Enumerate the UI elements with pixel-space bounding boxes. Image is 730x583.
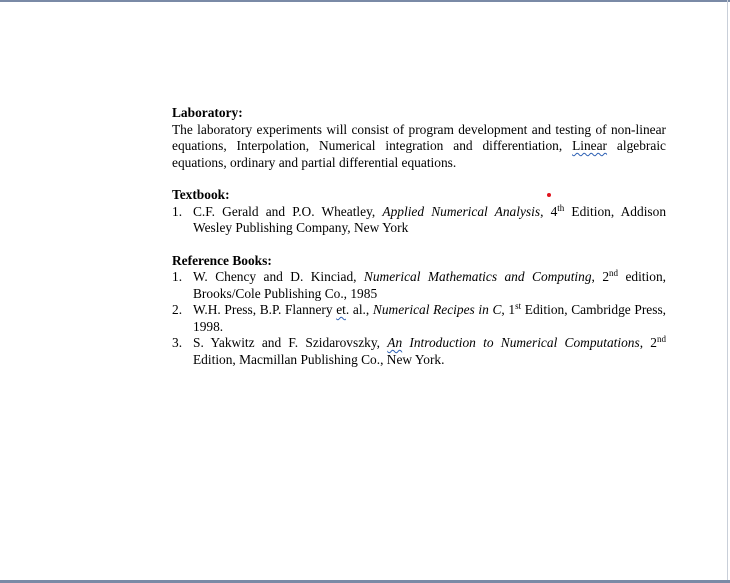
- item-edition-post: edition, Brooks/Cole Publishing Co., 1985: [193, 269, 666, 301]
- item-number: 1.: [172, 269, 183, 284]
- item-edition-sup: nd: [609, 268, 619, 278]
- reference-section: [172, 253, 666, 369]
- item-edition-post: Edition, Cambridge Press, 1998.: [193, 302, 667, 334]
- item-title: Applied Numerical Analysis: [382, 203, 541, 219]
- item-authors-pre: W.H. Press, B.P. Flannery: [193, 302, 337, 317]
- item-title: Numerical Mathematics and Computing: [363, 269, 592, 284]
- item-edition-post: Edition, Macmillan Publishing Co., New York.: [193, 351, 445, 367]
- reference-list: [172, 269, 666, 368]
- item-edition-pre: , 2: [639, 335, 657, 350]
- item-edition-sup: th: [557, 202, 565, 213]
- spelling-flag-et[interactable]: et: [336, 302, 346, 317]
- item-authors-post: . al.,: [345, 302, 373, 317]
- laboratory-heading: Laboratory:: [172, 105, 243, 120]
- laboratory-section: [172, 105, 666, 171]
- item-title: Numerical Recipes in C: [372, 302, 502, 317]
- textbook-section: [172, 187, 666, 237]
- item-number: 2.: [172, 302, 183, 317]
- item-authors: S. Yakwitz and F. Szidarovszky,: [193, 335, 388, 350]
- window-top-border: [0, 0, 730, 2]
- list-item: [172, 269, 666, 302]
- item-edition-pre: , 2: [591, 269, 610, 284]
- document-body[interactable]: [172, 105, 666, 384]
- laboratory-text-1: The laboratory experiments will consist of program development and testing of non-linear equations, Interpolation, Numerical integration and differentiation,: [172, 121, 666, 153]
- item-authors: C.F. Gerald and P.O. Wheatley,: [193, 203, 383, 219]
- list-item: [172, 204, 666, 237]
- item-edition-post: Edition, Addison Wesley Publishing Company, New York: [193, 203, 667, 235]
- item-edition-sup: nd: [657, 334, 666, 344]
- list-item: [172, 335, 666, 368]
- list-item: [172, 302, 666, 335]
- item-authors: W. Chency and D. Kinciad,: [193, 269, 364, 284]
- spelling-flag-an[interactable]: An: [387, 335, 403, 350]
- page-right-edge: [727, 0, 728, 583]
- item-number: 1.: [172, 203, 183, 219]
- item-edition-pre: , 4: [540, 203, 558, 219]
- reference-heading: Reference Books:: [172, 252, 272, 268]
- textbook-list: [172, 204, 666, 237]
- spelling-flag-linear[interactable]: Linear: [572, 138, 608, 153]
- item-edition-pre: , 1: [501, 302, 516, 317]
- item-edition-sup: st: [515, 301, 522, 311]
- item-number: 3.: [172, 335, 183, 350]
- textbook-heading: Textbook:: [172, 187, 230, 202]
- laboratory-paragraph: [172, 122, 666, 172]
- item-title: Introduction to Numerical Computations: [402, 335, 640, 350]
- laboratory-text-2: algebraic equations, ordinary and partial differential equations.: [172, 138, 666, 170]
